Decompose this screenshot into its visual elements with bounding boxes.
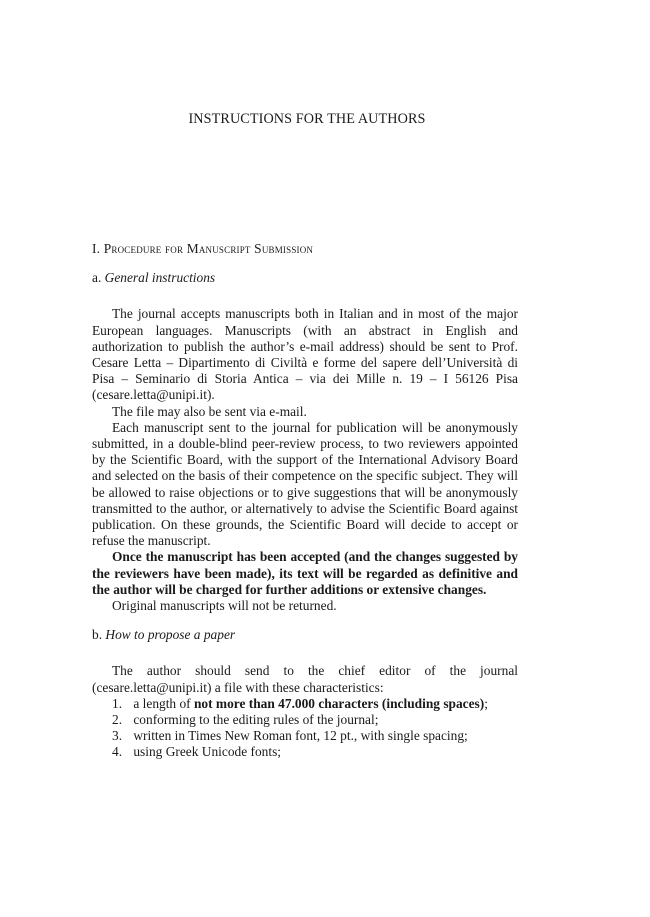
list-item: 2. conforming to the editing rules of the journal; xyxy=(112,712,379,728)
paragraph-peer-review: Each manuscript sent to the journal for publication will be anonymously submitted, in a double-blind peer-review process, to two reviewers appointed by the Scientific Board, with the support of the International Advisory Board and selected on the basis of their competence on the specific subject. They will be allowed to raise objections or to give suggestions that will be anonymously transmitted to the author, or alternatively to advise the Scientific Board against publication. On these grounds, the Scientific Board will decide to accept or refuse the manuscript. xyxy=(92,419,518,549)
subsection-a-letter: a. xyxy=(92,270,102,286)
subsection-b-title: How to propose a paper xyxy=(105,627,236,643)
paragraph-return-policy: Original manuscripts will not be returned. xyxy=(112,598,337,614)
characteristics-list xyxy=(92,696,518,761)
paragraph-email: The file may also be sent via e-mail. xyxy=(112,403,307,419)
page-content xyxy=(92,241,518,761)
list-item: 4. using Greek Unicode fonts; xyxy=(112,744,281,760)
section-heading: I. Procedure for Manuscript Submission xyxy=(92,241,314,256)
paragraph-propose-intro: The author should send to the chief editor of the journal (cesare.letta@unipi.it) a file with these characteristics: xyxy=(92,663,518,695)
subsection-b-letter: b. xyxy=(92,627,103,643)
paragraph-submission: The journal accepts manuscripts both in Italian and in most of the major European languages. Manuscripts (with an abstract in English and authorization to publish the author’s e-mail address) should be sent to Prof. Cesare Letta – Dipartimento di Civiltà e forme del sapere dell’Università di Pisa – Seminario di Storia Antica – via dei Mille n. 19 – I 56126 Pisa (cesare.letta@unipi.it). xyxy=(92,306,518,403)
paragraph-acceptance-notice: Once the manuscript has been accepted (and the changes suggested by the reviewers have been made), its text will be regarded as definitive and the author will be charged for further additions or extensive changes. xyxy=(92,549,518,597)
list-item: 3. written in Times New Roman font, 12 pt., with single spacing; xyxy=(112,728,468,744)
list-item: 1. a length of not more than 47.000 characters (including spaces); xyxy=(112,695,488,711)
subsection-a-heading xyxy=(92,270,518,286)
page-title: INSTRUCTIONS FOR THE AUTHORS xyxy=(188,111,426,127)
subsection-a-title: General instructions xyxy=(104,270,216,286)
subsection-b-heading xyxy=(92,627,518,643)
